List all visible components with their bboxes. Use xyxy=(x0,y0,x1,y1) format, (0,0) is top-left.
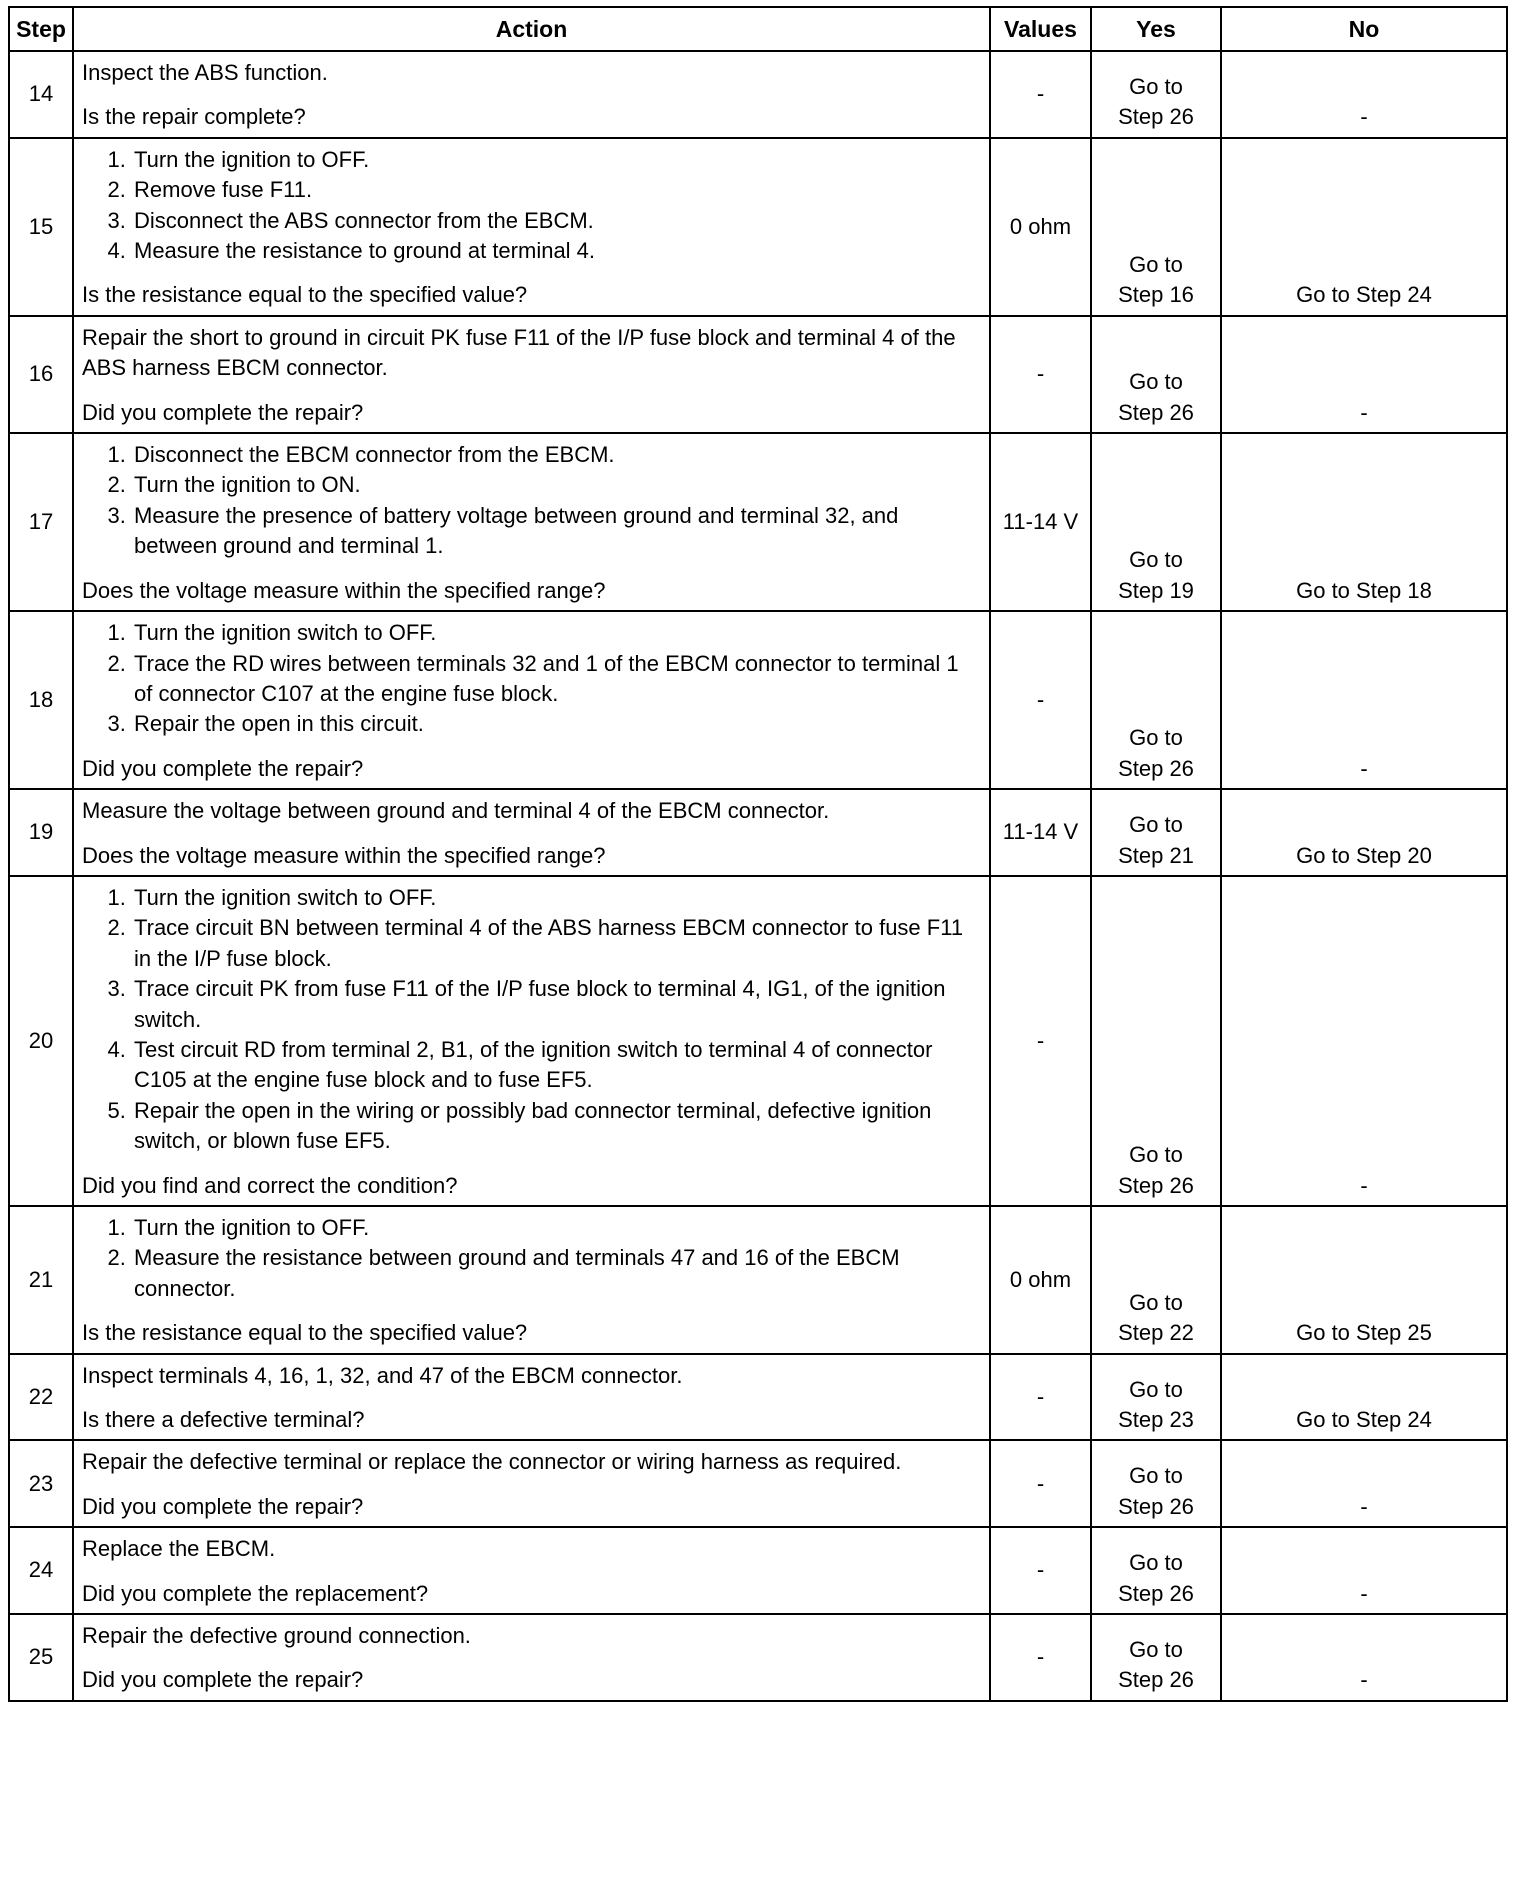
table-row xyxy=(9,433,1507,611)
yes-line: Step 26 xyxy=(1118,399,1194,425)
yes-line: Go to xyxy=(1129,1289,1183,1315)
action-step-list xyxy=(82,440,981,562)
yes-cell xyxy=(1091,1614,1221,1701)
action-question: Is the repair complete? xyxy=(82,104,306,130)
action-step: 2. Trace circuit BN between terminal 4 of the ABS harness EBCM connector to fuse F11 in the I/P fuse block. xyxy=(132,913,981,974)
action-step: 2. Remove fuse F11. xyxy=(132,175,981,205)
yes-line: Go to xyxy=(1129,1637,1183,1663)
values-cell: - xyxy=(990,1614,1091,1701)
no-cell: - xyxy=(1221,316,1507,433)
values-cell: - xyxy=(990,316,1091,433)
header-no: No xyxy=(1221,7,1507,51)
action-paragraph: Inspect the ABS function. xyxy=(82,60,328,85)
yes-cell xyxy=(1091,316,1221,433)
yes-line: Go to xyxy=(1129,74,1183,99)
table-row xyxy=(9,1206,1507,1354)
action-step: 1. Disconnect the EBCM connector from the EBCM. xyxy=(132,440,981,470)
action-cell xyxy=(73,433,990,611)
table-row xyxy=(9,138,1507,316)
action-question: Did you complete the repair? xyxy=(82,755,364,781)
action-step: 1. Turn the ignition to OFF. xyxy=(132,1213,981,1243)
action-question: Is the resistance equal to the specified value? xyxy=(82,1320,528,1346)
yes-cell xyxy=(1091,1206,1221,1354)
values-cell: - xyxy=(990,876,1091,1206)
no-cell: Go to Step 18 xyxy=(1221,433,1507,611)
action-step: 2. Turn the ignition to ON. xyxy=(132,470,981,500)
values-cell: - xyxy=(990,1527,1091,1614)
yes-cell xyxy=(1091,138,1221,316)
action-cell xyxy=(73,789,990,876)
yes-line: Step 26 xyxy=(1118,1172,1194,1198)
table-row xyxy=(9,1527,1507,1614)
step-number: 20 xyxy=(9,876,73,1206)
yes-line: Step 26 xyxy=(1118,755,1194,781)
no-cell: - xyxy=(1221,611,1507,789)
action-question: Did you complete the replacement? xyxy=(82,1580,429,1606)
header-action: Action xyxy=(73,7,990,51)
yes-cell xyxy=(1091,1527,1221,1614)
yes-line: Go to xyxy=(1129,547,1183,573)
step-number: 22 xyxy=(9,1354,73,1441)
action-paragraph: Inspect terminals 4, 16, 1, 32, and 47 of the EBCM connector. xyxy=(82,1362,683,1388)
step-number: 24 xyxy=(9,1527,73,1614)
header-row xyxy=(9,7,1507,51)
diagnostic-table xyxy=(8,6,1508,1702)
yes-line: Step 22 xyxy=(1118,1320,1194,1346)
action-cell xyxy=(73,1614,990,1701)
yes-line: Step 23 xyxy=(1118,1407,1194,1433)
action-step-list xyxy=(82,1213,981,1304)
action-step: 3. Trace circuit PK from fuse F11 of the I/P fuse block to terminal 4, IG1, of the ignition switch. xyxy=(132,974,981,1035)
yes-line: Step 26 xyxy=(1118,1493,1194,1519)
action-step: 5. Repair the open in the wiring or possibly bad connector terminal, defective ignition switch, or blown fuse EF5. xyxy=(132,1096,981,1157)
table-row xyxy=(9,876,1507,1206)
action-cell xyxy=(73,1206,990,1354)
action-step: 3. Disconnect the ABS connector from the EBCM. xyxy=(132,206,981,236)
step-number: 25 xyxy=(9,1614,73,1701)
action-question: Is the resistance equal to the specified value? xyxy=(82,282,528,308)
yes-line: Go to xyxy=(1129,1376,1183,1402)
action-step: 1. Turn the ignition switch to OFF. xyxy=(132,618,981,648)
action-step: 3. Measure the presence of battery voltage between ground and terminal 32, and between ground and terminal 1. xyxy=(132,501,981,562)
action-step-list xyxy=(82,145,981,267)
table-row xyxy=(9,51,1507,138)
action-paragraph: Measure the voltage between ground and terminal 4 of the EBCM connector. xyxy=(82,798,830,824)
action-paragraph: Repair the defective terminal or replace the connector or wiring harness as required. xyxy=(82,1449,902,1475)
action-cell xyxy=(73,316,990,433)
values-cell: 11-14 V xyxy=(990,789,1091,876)
no-cell: Go to Step 24 xyxy=(1221,138,1507,316)
action-cell xyxy=(73,1440,990,1527)
yes-line: Go to xyxy=(1129,725,1183,751)
yes-line: Step 26 xyxy=(1118,104,1194,130)
action-paragraph: Repair the defective ground connection. xyxy=(82,1623,471,1649)
no-cell: Go to Step 24 xyxy=(1221,1354,1507,1441)
step-number: 23 xyxy=(9,1440,73,1527)
yes-line: Go to xyxy=(1129,1550,1183,1576)
yes-line: Step 21 xyxy=(1118,842,1194,868)
yes-line: Step 19 xyxy=(1118,577,1194,603)
action-cell xyxy=(73,876,990,1206)
action-cell xyxy=(73,1527,990,1614)
values-cell: 11-14 V xyxy=(990,433,1091,611)
action-question: Did you complete the repair? xyxy=(82,1667,364,1693)
yes-cell xyxy=(1091,789,1221,876)
yes-line: Step 26 xyxy=(1118,1667,1194,1693)
step-number: 16 xyxy=(9,316,73,433)
yes-line: Go to xyxy=(1129,1463,1183,1489)
yes-line: Step 26 xyxy=(1118,1580,1194,1606)
action-step: 1. Turn the ignition switch to OFF. xyxy=(132,883,981,913)
action-step: 3. Repair the open in this circuit. xyxy=(132,709,981,739)
yes-cell xyxy=(1091,51,1221,138)
action-question: Is there a defective terminal? xyxy=(82,1407,365,1433)
action-cell xyxy=(73,611,990,789)
table-row xyxy=(9,316,1507,433)
header-step: Step xyxy=(9,7,73,51)
diagnostic-table-sheet xyxy=(8,6,1508,1702)
action-cell xyxy=(73,138,990,316)
values-cell: 0 ohm xyxy=(990,1206,1091,1354)
action-question: Did you complete the repair? xyxy=(82,399,364,425)
values-cell: - xyxy=(990,611,1091,789)
table-row xyxy=(9,1440,1507,1527)
action-question: Did you find and correct the condition? xyxy=(82,1172,458,1198)
values-cell: - xyxy=(990,1440,1091,1527)
no-cell: - xyxy=(1221,876,1507,1206)
yes-cell xyxy=(1091,611,1221,789)
action-step-list xyxy=(82,618,981,740)
table-row xyxy=(9,611,1507,789)
no-cell: - xyxy=(1221,1527,1507,1614)
action-paragraph: Repair the short to ground in circuit PK fuse F11 of the I/P fuse block and terminal 4 of the ABS harness EBCM connector. xyxy=(82,324,956,381)
values-cell: 0 ohm xyxy=(990,138,1091,316)
header-values: Values xyxy=(990,7,1091,51)
action-step-list xyxy=(82,883,981,1157)
step-number: 14 xyxy=(9,51,73,138)
action-question: Does the voltage measure within the specified range? xyxy=(82,842,606,868)
yes-cell xyxy=(1091,876,1221,1206)
yes-cell xyxy=(1091,433,1221,611)
action-step: 2. Trace the RD wires between terminals 32 and 1 of the EBCM connector to terminal 1 of connector C107 at the engine fuse block. xyxy=(132,649,981,710)
step-number: 15 xyxy=(9,138,73,316)
action-step: 4. Test circuit RD from terminal 2, B1, of the ignition switch to terminal 4 of connector C105 at the engine fuse block and to fuse EF5. xyxy=(132,1035,981,1096)
yes-line: Go to xyxy=(1129,252,1183,278)
step-number: 21 xyxy=(9,1206,73,1354)
step-number: 18 xyxy=(9,611,73,789)
action-step: 1. Turn the ignition to OFF. xyxy=(132,145,981,175)
step-number: 19 xyxy=(9,789,73,876)
no-cell: Go to Step 20 xyxy=(1221,789,1507,876)
action-question: Did you complete the repair? xyxy=(82,1493,364,1519)
no-cell: - xyxy=(1221,51,1507,138)
action-step: 2. Measure the resistance between ground and terminals 47 and 16 of the EBCM connector. xyxy=(132,1243,981,1304)
table-row xyxy=(9,1614,1507,1701)
values-cell: - xyxy=(990,51,1091,138)
table-row xyxy=(9,1354,1507,1441)
action-step: 4. Measure the resistance to ground at terminal 4. xyxy=(132,236,981,266)
header-yes: Yes xyxy=(1091,7,1221,51)
yes-line: Go to xyxy=(1129,812,1183,838)
action-question: Does the voltage measure within the specified range? xyxy=(82,577,606,603)
no-cell: - xyxy=(1221,1440,1507,1527)
yes-line: Go to xyxy=(1129,1142,1183,1168)
yes-cell xyxy=(1091,1354,1221,1441)
yes-cell xyxy=(1091,1440,1221,1527)
yes-line: Step 16 xyxy=(1118,282,1194,308)
step-number: 17 xyxy=(9,433,73,611)
table-row xyxy=(9,789,1507,876)
no-cell: - xyxy=(1221,1614,1507,1701)
yes-line: Go to xyxy=(1129,369,1183,395)
action-cell xyxy=(73,51,990,138)
action-cell xyxy=(73,1354,990,1441)
no-cell: Go to Step 25 xyxy=(1221,1206,1507,1354)
values-cell: - xyxy=(990,1354,1091,1441)
action-paragraph: Replace the EBCM. xyxy=(82,1536,276,1562)
